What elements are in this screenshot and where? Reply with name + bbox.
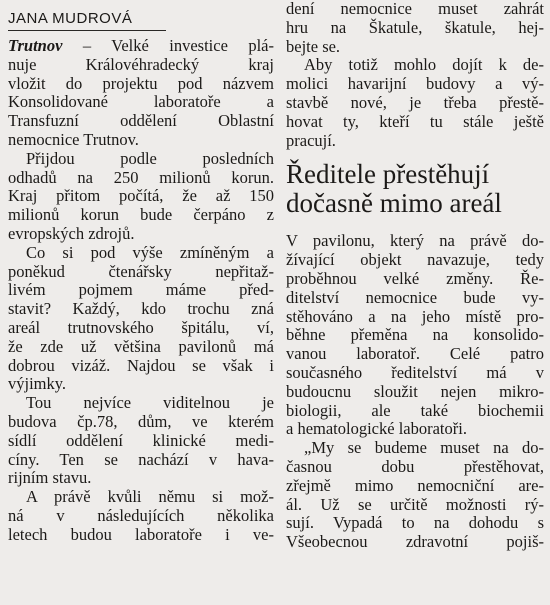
text-line xyxy=(8,169,274,188)
text-line xyxy=(8,488,274,507)
subheading-line: dočasně mimo areál xyxy=(286,188,502,219)
text-line xyxy=(8,244,274,263)
text-line xyxy=(286,113,544,132)
text-line xyxy=(8,300,274,319)
text-line xyxy=(286,533,544,552)
text-line xyxy=(8,469,274,488)
text-line xyxy=(286,458,544,477)
text-line xyxy=(8,281,274,300)
text-line-content: molici havarijní budovy a vý- xyxy=(286,74,544,94)
dateline: Trutnov xyxy=(8,36,63,55)
text-line xyxy=(286,251,544,270)
text-line xyxy=(286,420,544,439)
text-line xyxy=(8,56,274,75)
text-line xyxy=(286,308,544,327)
text-line-content: nemocnice Trutnov. xyxy=(8,129,139,149)
text-line xyxy=(286,439,544,458)
text-line xyxy=(286,402,544,421)
text-line-content: současného ředitelství má v xyxy=(286,362,544,382)
text-line xyxy=(8,187,274,206)
text-line xyxy=(286,132,544,151)
text-line xyxy=(8,225,274,244)
text-line xyxy=(8,526,274,545)
text-line-content: stěhováno a na jeho místě pro- xyxy=(286,306,544,326)
text-line-content: areál trutnovského špitálu, ví, xyxy=(8,317,274,337)
text-line-content: časnou dobu přestěhovat, xyxy=(286,456,544,476)
text-line xyxy=(286,326,544,345)
text-line-content: pracují. xyxy=(286,130,336,150)
text-line-content: biologii, ale také biochemii xyxy=(286,400,544,420)
text-line-content: bejte se. xyxy=(286,36,341,56)
text-line xyxy=(8,451,274,470)
text-line xyxy=(286,289,544,308)
text-line xyxy=(8,413,274,432)
text-line-content: cíny. Ten se nachází v hava- xyxy=(8,449,274,469)
text-line xyxy=(8,37,274,56)
text-line-content: nuje Královéhradecký kraj xyxy=(8,54,274,74)
text-line-content: Všeobecnou zdravotní pojiš- xyxy=(286,532,544,552)
text-line-content: ál. Už se určitě možnosti rý- xyxy=(286,494,544,514)
text-line xyxy=(8,131,274,150)
text-line xyxy=(286,270,544,289)
byline: JANA MUDROVÁ xyxy=(8,10,166,31)
text-line xyxy=(8,112,274,131)
text-line-content: rijním stavu. xyxy=(8,468,92,488)
text-line-content: sídlí oddělení klinické medi- xyxy=(8,430,274,450)
text-line-content: A právě kvůli němu si mož- xyxy=(26,487,274,507)
text-line-content: hru na Škatule, škatule, hej- xyxy=(286,17,544,37)
text-line-content: žívající objekt navazuje, tedy xyxy=(286,250,544,270)
text-line-content: stavbě nové, je třeba přestě- xyxy=(286,92,544,112)
column-left xyxy=(8,0,274,545)
text-line xyxy=(8,357,274,376)
text-line-content: evropských zdrojů. xyxy=(8,223,135,243)
text-line xyxy=(8,432,274,451)
text-line xyxy=(8,150,274,169)
text-line xyxy=(286,383,544,402)
text-line-content: livém pojmem máme před- xyxy=(8,280,274,300)
subheading xyxy=(286,160,544,218)
text-line xyxy=(286,364,544,383)
text-line xyxy=(286,19,544,38)
text-line-content: „My se budeme muset na do- xyxy=(304,438,544,458)
text-line-content: Tou nejvíce viditelnou je xyxy=(26,393,274,413)
text-line-content: vložit do projektu pod názvem xyxy=(8,73,274,93)
text-line-content: Konsolidované laboratoře a xyxy=(8,92,274,112)
text-line-content: stavit? Každý, kdo trochu zná xyxy=(8,299,274,319)
text-line-content: vanou laboratoř. Celé patro xyxy=(286,344,544,364)
text-line-content: běhne přeměna na konsolido- xyxy=(286,325,544,345)
column-right-text-top xyxy=(286,0,544,150)
text-line xyxy=(286,0,544,19)
text-line xyxy=(286,496,544,515)
text-line-content: dobrou vizáž. Najdou se však i xyxy=(8,355,274,375)
text-line-content: milionů korun bude čerpáno z xyxy=(8,205,274,225)
text-line-content: ná v následujících několika xyxy=(8,505,274,525)
text-line xyxy=(8,206,274,225)
column-right-text-bottom xyxy=(286,232,544,552)
text-line-content: budova čp.78, dům, ve kterém xyxy=(8,411,274,431)
text-line-content: odhadů na 250 milionů korun. xyxy=(8,167,274,187)
text-line xyxy=(8,394,274,413)
text-line-content: Co si pod výše zmíněným a xyxy=(26,242,274,262)
text-line-content: Aby totiž mohlo dojít k de- xyxy=(304,55,544,75)
text-line xyxy=(8,507,274,526)
text-line-content: výjimky. xyxy=(8,374,67,394)
subheading-line: Ředitele přestěhují xyxy=(286,159,490,190)
text-line-content: ditelství nemocnice bude vy- xyxy=(286,287,544,307)
text-line-content: zřejmě mimo nemocniční are- xyxy=(286,475,544,495)
text-line xyxy=(286,232,544,251)
text-line xyxy=(8,93,274,112)
text-line xyxy=(286,56,544,75)
text-line xyxy=(286,345,544,364)
text-line xyxy=(8,338,274,357)
text-line-content: poněkud čtenářsky nepřitaž- xyxy=(8,261,274,281)
text-line-content: letech budou laboratoře i ve- xyxy=(8,524,274,544)
column-right xyxy=(286,0,544,552)
text-line xyxy=(286,477,544,496)
text-line-content: budoucnu sloužit nejen mikro- xyxy=(286,381,544,401)
text-line-content: Kraj přitom počítá, že až 150 xyxy=(8,186,274,206)
text-line-content: dení nemocnice muset zahrát xyxy=(286,0,544,18)
text-line-content: sují. Vypadá to na dohodu s xyxy=(286,513,544,533)
text-line xyxy=(286,38,544,57)
text-line-content: proběhnou velké změny. Ře- xyxy=(286,268,544,288)
text-line-content: a hematologické laboratoři. xyxy=(286,419,467,439)
text-line xyxy=(286,94,544,113)
column-left-text xyxy=(8,37,274,545)
text-line-content: že zde už většina pavilonů má xyxy=(8,336,274,356)
text-line-content: Transfuzní oddělení Oblastní xyxy=(8,111,274,131)
text-line xyxy=(8,375,274,394)
text-line xyxy=(8,75,274,94)
text-line-content: – Velké investice plá- xyxy=(62,36,274,55)
text-line xyxy=(8,319,274,338)
text-line xyxy=(286,75,544,94)
text-line-content: Přijdou podle posledních xyxy=(26,148,274,168)
text-line-content: V pavilonu, který na právě do- xyxy=(286,231,544,251)
text-line-content: hovat ty, kteří tu stále ještě xyxy=(286,111,544,131)
text-line xyxy=(286,514,544,533)
text-line xyxy=(8,263,274,282)
